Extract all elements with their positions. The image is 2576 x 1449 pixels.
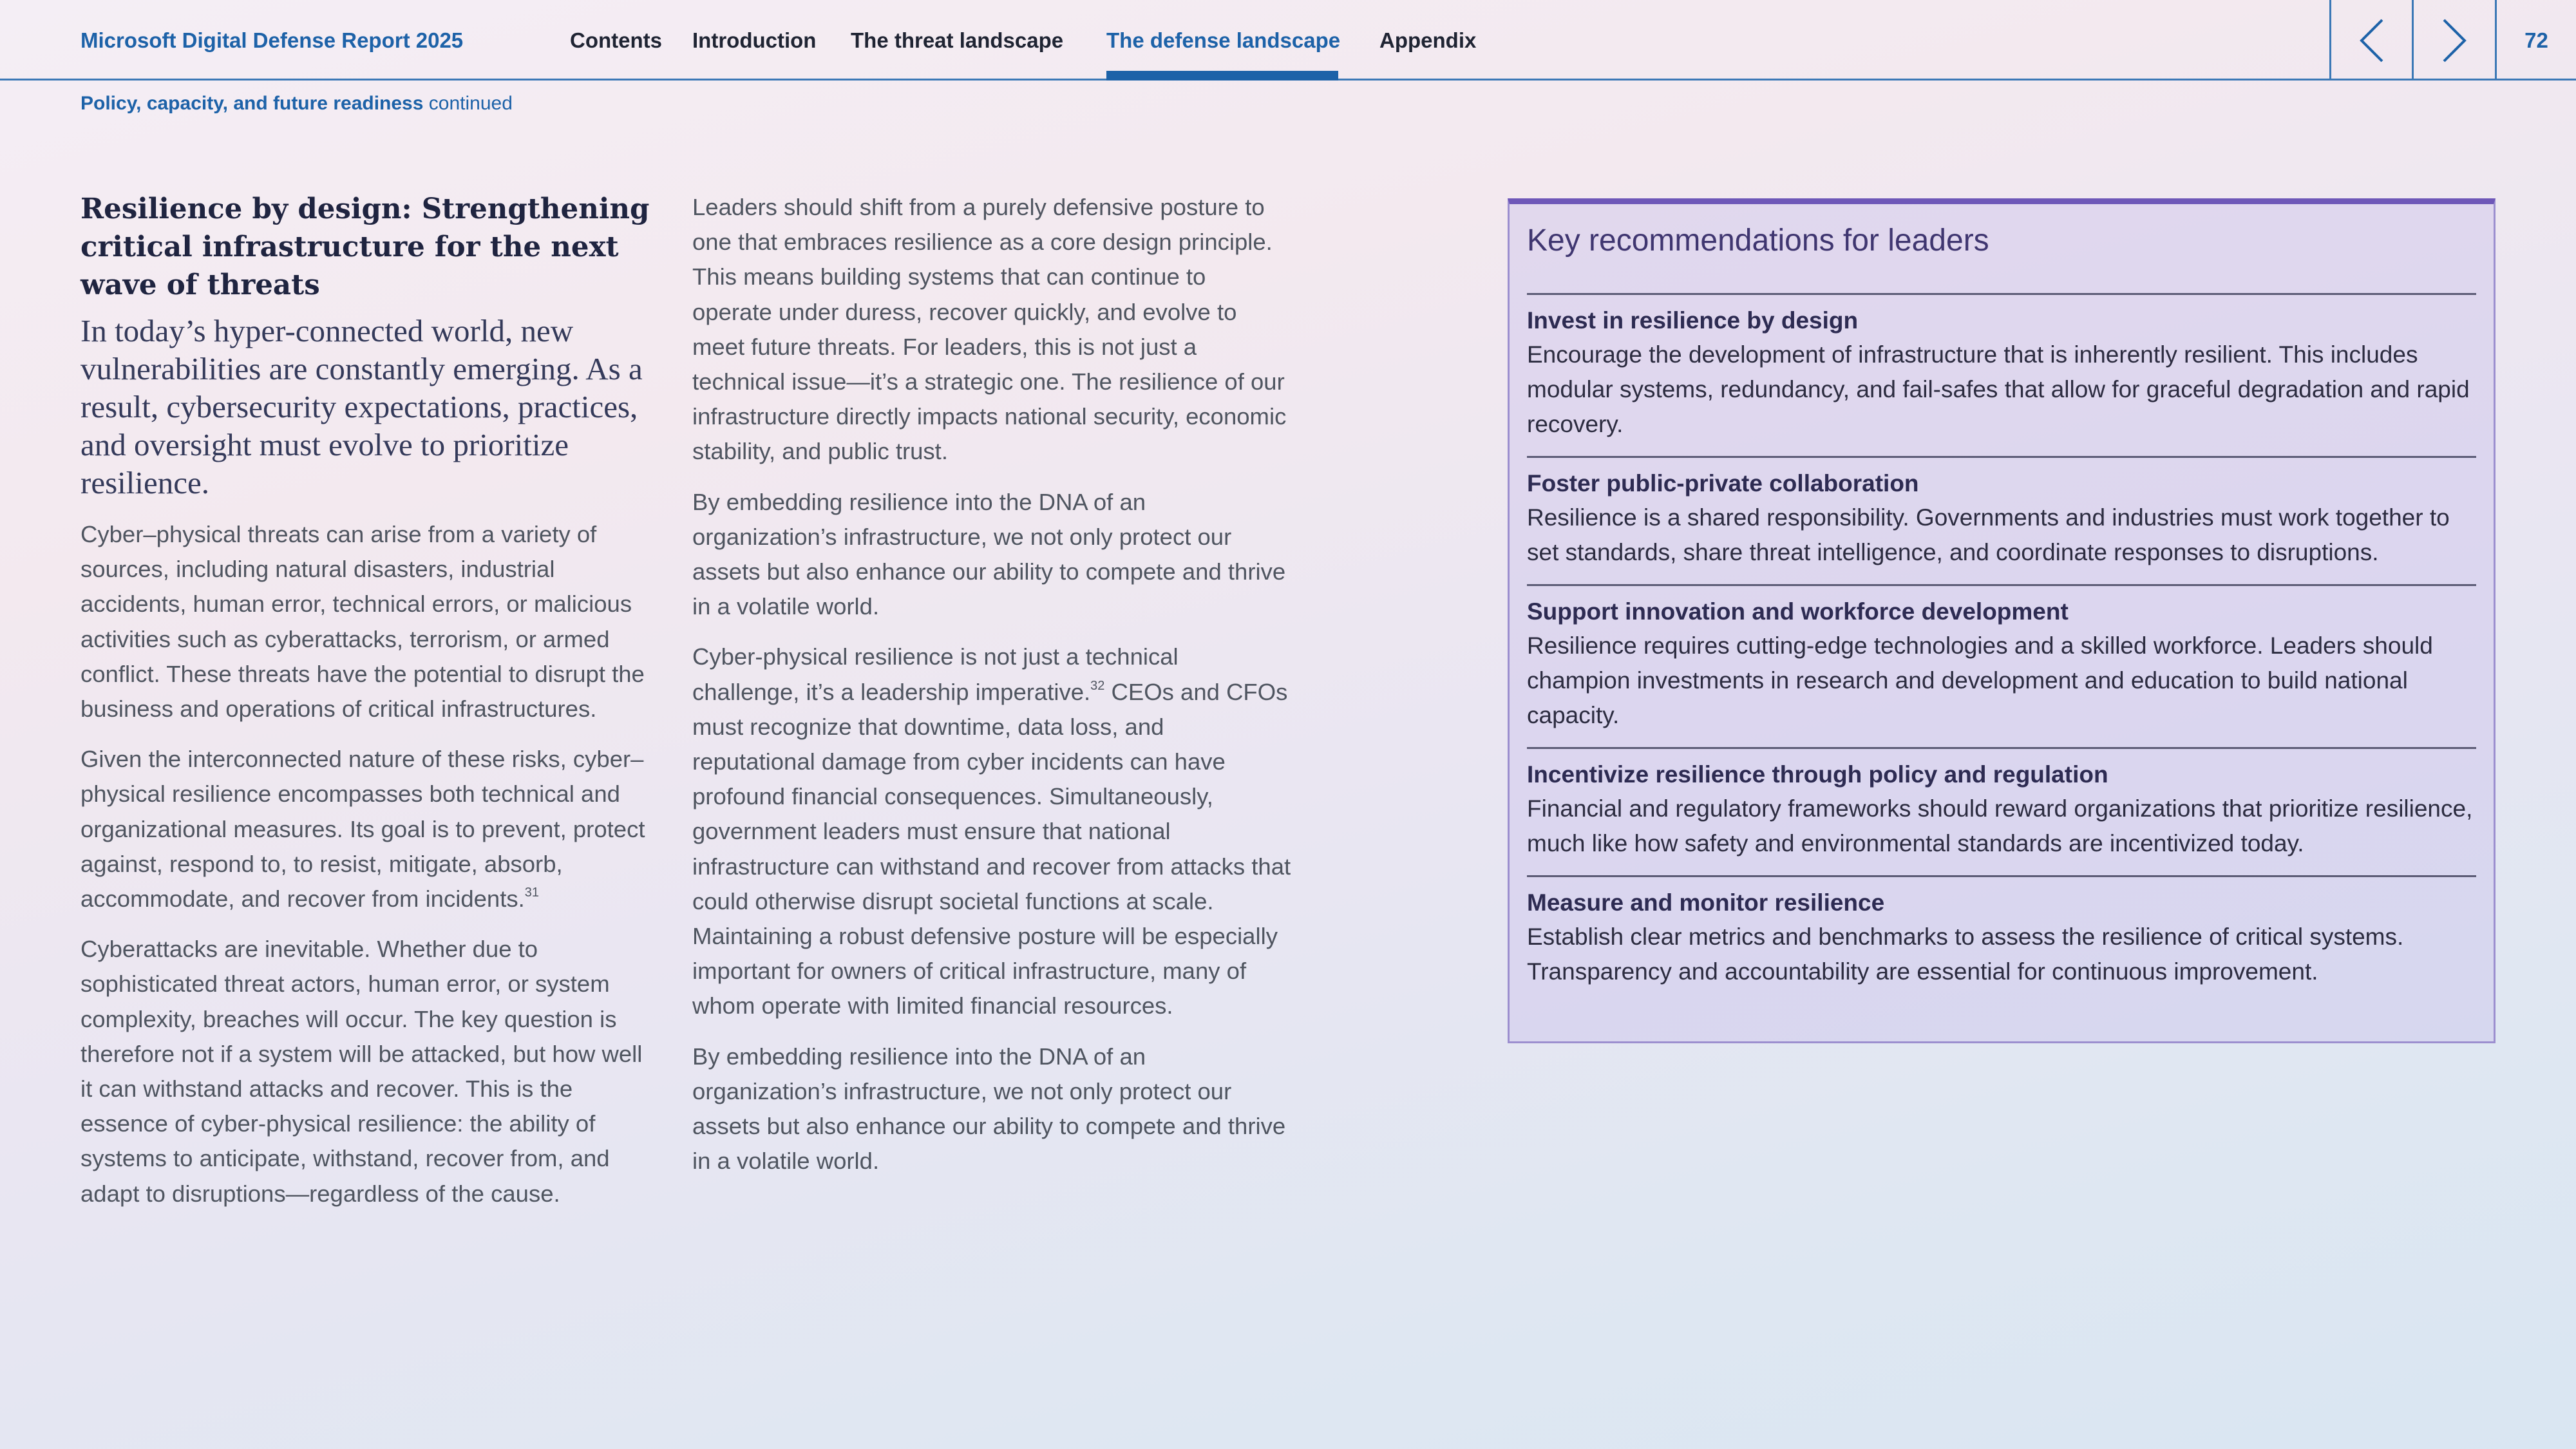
nav-appendix[interactable]: Appendix (1379, 28, 1477, 52)
page-number: 72 (2495, 0, 2576, 80)
recommendation-text: Encourage the development of infrastructure that is inherently resilient. This includes modular systems, redundancy, and fail-safes that allow for graceful degradation and rapid recovery. (1527, 341, 2470, 437)
nav-contents[interactable]: Contents (570, 28, 662, 52)
report-title-link[interactable]: Microsoft Digital Defense Report 2025 (80, 28, 464, 52)
recommendation-text: Resilience requires cutting-edge technologies and a skilled workforce. Leaders should champion investments in research and development and education to build national capacity. (1527, 632, 2433, 728)
article-lead: In today’s hyper-connected world, new vulnerabilities are constantly emerging. As a result, cybersecurity expectations, practices, and oversight must evolve to prioritize resilience. (80, 313, 643, 500)
recommendation-title: Foster public-private collaboration (1527, 470, 1919, 497)
recommendation-text: Resilience is a shared responsibility. Governments and industries must work together to set standards, share threat intelligence, and coordinate responses to disruptions. (1527, 504, 2450, 565)
recommendation-title: Support innovation and workforce development (1527, 598, 2069, 625)
chevron-right-icon (2440, 17, 2468, 64)
footnote-ref[interactable]: 32 (1090, 678, 1105, 693)
breadcrumb-suffix: continued (428, 93, 513, 114)
paragraph-text: Given the interconnected nature of these risks, cyber–physical resilience encompasses both technical and organizational measures. Its goal is to prevent, protect against, respond to, to resist, mitigate, absorb, accommodate, and recover from incidents. (80, 746, 645, 913)
nav-defense-landscape[interactable]: The defense landscape (1106, 28, 1341, 52)
article-column-left (80, 190, 660, 1211)
recommendation-title: Invest in resilience by design (1527, 307, 1859, 334)
paragraph-text: CEOs and CFOs must recognize that downtime, data loss, and reputational damage from cyber incidents can have profound financial consequences. Simultaneously, government leaders must ensure that national infrastructure can withstand and recover from attacks that could otherwise disrupt societal functions at scale. Maintaining a robust defensive posture will be especially important for owners of critical infrastructure, many of whom operate with limited financial resources. (692, 678, 1291, 1019)
paragraph (692, 639, 1291, 1023)
article-column-middle (692, 190, 1291, 1179)
paragraph: By embedding resilience into the DNA of an organization’s infrastructure, we not only protect our assets but also enhance our ability to compete and thrive in a volatile world. (692, 1043, 1286, 1175)
recommendation-item (1527, 749, 2476, 877)
next-page-button[interactable] (2412, 0, 2494, 80)
breadcrumb (80, 93, 513, 115)
active-tab-indicator (1106, 71, 1338, 80)
previous-page-button[interactable] (2329, 0, 2412, 80)
key-recommendations-panel (1508, 198, 2496, 1043)
article-heading: Resilience by design: Strengthening critical infrastructure for the next wave of threats (80, 193, 650, 301)
paragraph: Cyber–physical threats can arise from a variety of sources, including natural disasters, industrial accidents, human error, technical errors, or malicious activities such as cyberattacks, terrorism, or armed conflict. These threats have the potential to disrupt the business and operations of critical infrastructures. (80, 521, 645, 723)
recommendation-item (1527, 295, 2476, 458)
chevron-left-icon (2358, 17, 2386, 64)
breadcrumb-section: Policy, capacity, and future readiness (80, 93, 424, 114)
recommendation-title: Incentivize resilience through policy and regulation (1527, 761, 2108, 788)
recommendations-title: Key recommendations for leaders (1527, 218, 2476, 295)
nav-introduction[interactable]: Introduction (692, 28, 817, 52)
nav-threat-landscape[interactable]: The threat landscape (851, 28, 1064, 52)
recommendation-item (1527, 877, 2476, 1003)
recommendation-text: Financial and regulatory frameworks should reward organizations that prioritize resilience, much like how safety and environmental standards are incentivized today. (1527, 795, 2473, 857)
recommendation-text: Establish clear metrics and benchmarks to assess the resilience of critical systems. Transparency and accountability are essential for continuous improvement. (1527, 923, 2404, 985)
paragraph-text: Cyber-physical resilience is not just a technical challenge, it’s a leadership imperative. (692, 643, 1179, 705)
paragraph: Cyberattacks are inevitable. Whether due to sophisticated threat actors, human error, or system complexity, breaches will occur. The key question is therefore not if a system will be attacked, but how well it can withstand attacks and recover. This is the essence of cyber-physical resilience: the ability of systems to anticipate, withstand, recover from, and adapt to disruptions—regardless of the cause. (80, 936, 643, 1207)
recommendation-title: Measure and monitor resilience (1527, 889, 1885, 916)
recommendation-item (1527, 586, 2476, 749)
paragraph: By embedding resilience into the DNA of an organization’s infrastructure, we not only protect our assets but also enhance our ability to compete and thrive in a volatile world. (692, 488, 1286, 620)
footnote-ref[interactable]: 31 (524, 886, 540, 900)
top-navigation-bar (0, 0, 2576, 80)
paragraph: Leaders should shift from a purely defensive posture to one that embraces resilience as a core design principle. This means building systems that can continue to operate under duress, recover quickly, and evolve to meet future threats. For leaders, this is not just a technical issue—it’s a strategic one. The resilience of our infrastructure directly impacts national security, economic stability, and public trust. (692, 194, 1287, 465)
paragraph (80, 742, 660, 916)
recommendation-item (1527, 458, 2476, 586)
